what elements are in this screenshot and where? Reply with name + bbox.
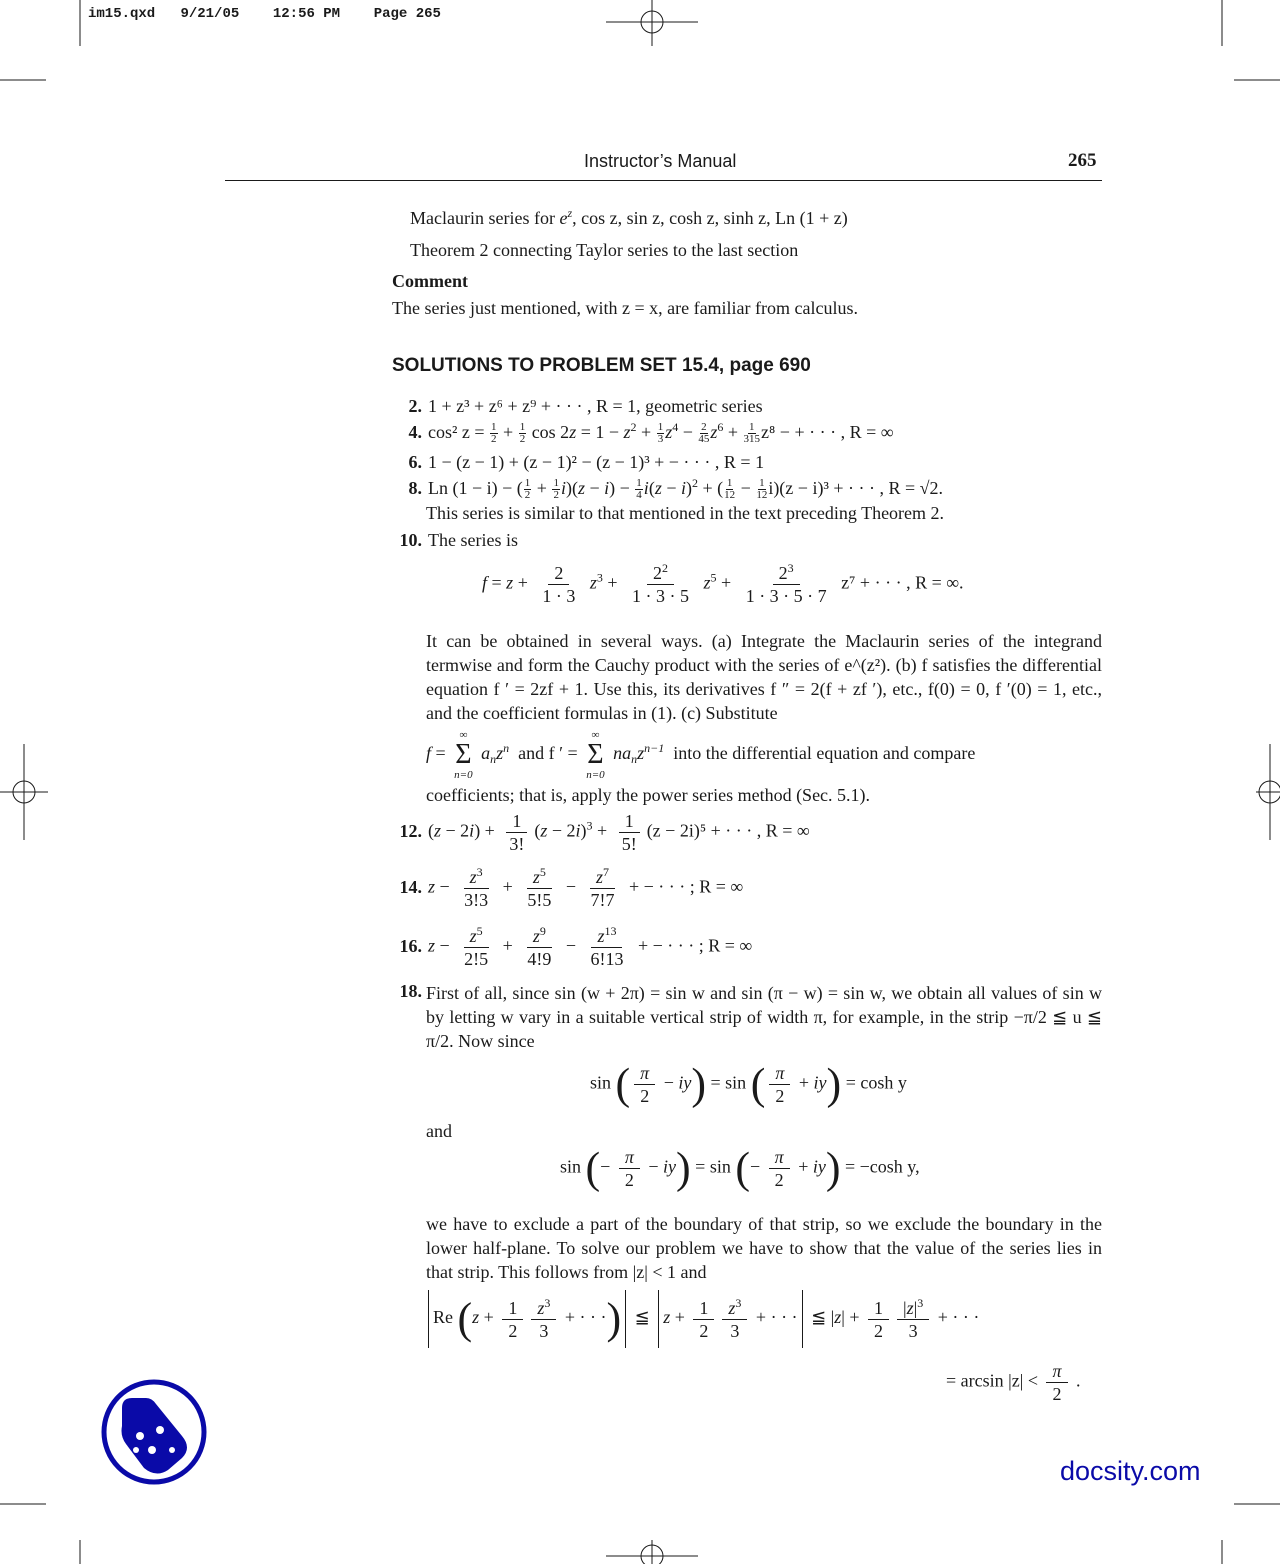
problem-10: 10. The series is (392, 530, 518, 551)
problem-10-substitution: f = ∞ Σ n=0 $a_nz^n$ and f ′ = ∞ Σ n=0 $na_nz^{n-1}$ into the differential equation and compare (426, 729, 976, 781)
docsity-brand[interactable]: docsity.com (1060, 1456, 1201, 1486)
problem-10-paragraph-1: It can be obtained in several ways. (a) Integrate the Maclaurin series of the integrand termwise and form the Cauchy product with the series of e^(z²). (b) f satisfies the differential equation f ′ = 2zf + 1. Use this, its derivatives f ″ = 2(f + zf ′), etc., f(0) = 0, f ′(0) = 1, etc., and the coefficient formulas in (1). (c) Substitute (426, 631, 1102, 723)
problem-16: 16. z − $\frac{z^5}{2!5}$ + $\frac{z^9}{4!9}$ − $\frac{z^{13}}{6!13}$ + − · · · ; R = ∞ (392, 925, 752, 970)
problem-2 (392, 396, 763, 417)
problem-number: 6. (408, 452, 422, 472)
problem-number: 18. (399, 981, 422, 1001)
problem-number: 8. (408, 478, 422, 498)
slug-page-word: Page (373, 6, 408, 22)
problem-4: 4. cos² z = $\frac{1}{2}$ + $\frac{1}{2}$ $\cos 2z = 1 - z^2$ + $\frac{1}{3}$ $z^4$ − $\frac{2}{45}$ $z^6$ + $\frac{1}{315}$ z⁸ − + · · · , R = ∞ (392, 422, 894, 445)
slug-line (88, 6, 441, 22)
problem-number: 10. (399, 530, 422, 550)
intro-bullet-2: Theorem 2 connecting Taylor series to the last section (410, 240, 799, 260)
problem-18-paragraph-1: First of all, since sin (w + 2π) = sin w and sin (π − w) = sin w, we obtain all values of sin w by letting w vary in a suitable vertical strip of width π, for example, in the strip −π/2 ≦ u ≦ π/2. Now since (426, 983, 1102, 1051)
problem-6 (392, 452, 764, 473)
docsity-logo (100, 1378, 208, 1486)
comment-text: The series just mentioned, with z = x, are familiar from calculus. (392, 298, 859, 318)
slug-file: im15.qxd (88, 6, 156, 22)
slug-date: 9/21/05 (180, 6, 240, 22)
problem-number: 4. (408, 422, 422, 442)
problem-14: 14. z − $\frac{z^3}{3!3}$ + $\frac{z^5}{5!5}$ − $\frac{z^7}{7!7}$ + − · · · ; R = ∞ (392, 866, 743, 911)
header-rule (225, 180, 1102, 181)
problem-number: 2. (408, 396, 422, 416)
problem-18-equation-2: sin (− $\frac{\pi}{2}$ − iy) = sin (− $\frac{\pi}{2}$ + iy) = −cosh y, (560, 1143, 920, 1193)
intro-bullet-1: Maclaurin series for $e^z$, cos z, sin z, cosh z, sinh z, Ln (1 + z) (410, 206, 848, 228)
problem-number: 14. (399, 876, 422, 897)
problem-8-note: This series is similar to that mentioned in the text preceding Theorem 2. (426, 503, 945, 523)
running-head-title: Instructor’s Manual (584, 151, 737, 171)
problem-18-and: and (426, 1121, 452, 1141)
problem-8: 8. Ln (1 − i) − ( $\frac{1}{2}$ + $\frac{1}{2}$ i)(z − i) − $\frac{1}{4}$ $i(z - i)^2$ + ( $\frac{1}{12}$ − $\frac{1}{12}$ i)(z − i)³ + · · · , R = √2. (392, 478, 943, 501)
slug-page-number: 265 (415, 6, 441, 22)
problem-10-paragraph-2: coefficients; that is, apply the power series method (Sec. 5.1). (426, 785, 871, 805)
problem-6-text: 1 − (z − 1) + (z − 1)² − (z − 1)³ + − · · · , R = 1 (428, 452, 765, 472)
problem-18-inequality: Re (z + $\frac{1}{2}$ $\frac{z^3}{3}$ + · · ·) ≦ z + $\frac{1}{2}$ $\frac{z^3}{3}$ + · · · ≦ |z| + $\frac{1}{2}$ $\frac{|z|^3}{3}$ + · · · (424, 1290, 979, 1348)
problem-number: 16. (399, 935, 422, 956)
problem-18-equation-1: sin ( $\frac{\pi}{2}$ − iy) = sin ( $\frac{\pi}{2}$ + iy) = cosh y (590, 1059, 907, 1109)
problem-18 (392, 981, 428, 1002)
problem-12: 12. (z − 2i) + $\frac{1}{3!}$ $(z - 2i)^3$ + $\frac{1}{5!}$ (z − 2i)⁵ + · · · , R = ∞ (392, 810, 810, 855)
problem-18-final: = arcsin |z| < $\frac{\pi}{2}$ . (946, 1361, 1081, 1404)
slug-time: 12:56 PM (272, 6, 341, 22)
comment-heading: Comment (392, 271, 468, 291)
problem-10-equation: f = z + $\frac{2}{1 \cdot 3}$ $z^3$ + $\frac{2^2}{1 \cdot 3 \cdot 5}$ $z^5$ + $\frac{2^3}{1 \cdot 3 \cdot 5 \cdot 7}$ z⁷ + · · · , R = ∞. (482, 561, 964, 606)
running-head-page-number: 265 (1068, 150, 1097, 171)
problem-18-paragraph-2: we have to exclude a part of the boundary of that strip, so we exclude the boundary in the lower half-plane. To solve our problem we have to show that the value of the series lies in that strip. This follows from |z| < 1 and (426, 1214, 1102, 1282)
problem-2-text: 1 + z³ + z⁶ + z⁹ + · · · , R = 1, geometric series (428, 396, 763, 416)
problem-number: 12. (399, 820, 422, 841)
section-heading: SOLUTIONS TO PROBLEM SET 15.4, page 690 (392, 355, 811, 376)
